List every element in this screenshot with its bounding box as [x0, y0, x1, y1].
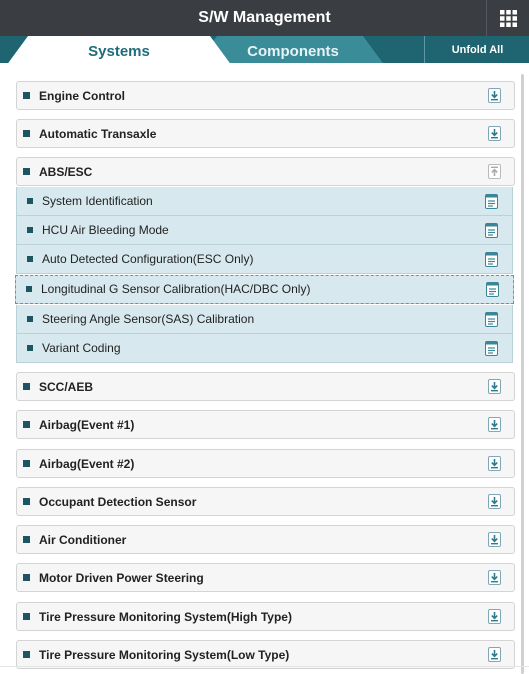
system-row-airbag-event-1[interactable] — [16, 410, 515, 439]
system-row-label: Tire Pressure Monitoring System(High Type) — [39, 609, 292, 624]
sub-item-steering-angle-sensor-calibration[interactable] — [16, 305, 513, 334]
system-row-airbag-event-2[interactable] — [16, 449, 515, 478]
system-row-engine-control[interactable] — [16, 81, 515, 110]
bullet-icon — [26, 286, 32, 292]
bullet-icon — [23, 130, 30, 137]
document-icon[interactable] — [486, 282, 499, 297]
tab-systems[interactable] — [24, 36, 214, 66]
system-row-abs-esc[interactable] — [16, 157, 515, 186]
system-row-label: SCC/AEB — [39, 379, 94, 394]
system-row-motor-driven-power-steering[interactable] — [16, 563, 515, 592]
sub-item-longitudinal-g-sensor-calibration[interactable] — [15, 275, 514, 304]
system-row-tpms-high-type[interactable] — [16, 602, 515, 631]
page-title: S/W Management — [198, 9, 331, 26]
document-icon[interactable] — [485, 341, 498, 356]
bullet-icon — [23, 536, 30, 543]
document-icon[interactable] — [485, 252, 498, 267]
sub-item-label: System Identification — [42, 194, 153, 208]
bullet-icon — [27, 256, 33, 262]
system-row-occupant-detection-sensor[interactable] — [16, 487, 515, 516]
download-icon[interactable] — [488, 456, 501, 471]
system-row-label: Airbag(Event #1) — [39, 417, 135, 432]
title-bar — [0, 0, 529, 36]
system-row-label: Automatic Transaxle — [39, 126, 157, 141]
system-row-label: Occupant Detection Sensor — [39, 494, 197, 509]
download-icon[interactable] — [488, 88, 501, 103]
document-icon[interactable] — [485, 312, 498, 327]
download-icon[interactable] — [488, 532, 501, 547]
system-row-air-conditioner[interactable] — [16, 525, 515, 554]
download-icon[interactable] — [488, 417, 501, 432]
sub-item-label: Longitudinal G Sensor Calibration(HAC/DBC Only) — [41, 282, 311, 296]
grid-menu-button[interactable] — [486, 0, 529, 36]
tab-systems-label: Systems — [88, 42, 150, 60]
grid-menu-icon — [500, 10, 517, 27]
sub-item-variant-coding[interactable] — [16, 334, 513, 363]
download-icon[interactable] — [488, 494, 501, 509]
bullet-icon — [23, 498, 30, 505]
download-icon[interactable] — [488, 379, 501, 394]
bullet-icon — [23, 168, 30, 175]
bullet-icon — [27, 316, 33, 322]
sub-item-system-identification[interactable] — [16, 187, 513, 216]
bottom-divider — [0, 666, 529, 667]
document-icon[interactable] — [485, 194, 498, 209]
unfold-all-label: Unfold All — [451, 43, 504, 56]
bullet-icon — [23, 613, 30, 620]
sub-item-hcu-air-bleeding-mode[interactable] — [16, 216, 513, 245]
system-row-label: Engine Control — [39, 88, 125, 103]
bullet-icon — [27, 198, 33, 204]
scrollbar[interactable] — [521, 74, 524, 674]
document-icon[interactable] — [485, 223, 498, 238]
system-row-scc-aeb[interactable] — [16, 372, 515, 401]
download-icon[interactable] — [488, 126, 501, 141]
system-row-label: Motor Driven Power Steering — [39, 570, 204, 585]
system-row-automatic-transaxle[interactable] — [16, 119, 515, 148]
tab-components[interactable] — [218, 36, 368, 66]
system-row-label: ABS/ESC — [39, 164, 93, 179]
bullet-icon — [23, 651, 30, 658]
bullet-icon — [23, 574, 30, 581]
system-row-tpms-low-type[interactable] — [16, 640, 515, 669]
download-icon[interactable] — [488, 647, 501, 662]
bullet-icon — [27, 227, 33, 233]
download-icon[interactable] — [488, 609, 501, 624]
bullet-icon — [23, 421, 30, 428]
sub-item-label: Variant Coding — [42, 341, 121, 355]
sub-item-label: Steering Angle Sensor(SAS) Calibration — [42, 312, 255, 326]
bullet-icon — [23, 383, 30, 390]
bullet-icon — [23, 92, 30, 99]
unfold-all-button[interactable] — [424, 36, 529, 63]
bullet-icon — [23, 460, 30, 467]
sub-item-label: HCU Air Bleeding Mode — [42, 223, 169, 237]
download-icon[interactable] — [488, 570, 501, 585]
bullet-icon — [27, 345, 33, 351]
sub-item-auto-detected-configuration[interactable] — [16, 245, 513, 274]
tab-components-label: Components — [247, 42, 339, 60]
system-row-label: Air Conditioner — [39, 532, 127, 547]
system-row-label: Airbag(Event #2) — [39, 456, 135, 471]
system-row-label: Tire Pressure Monitoring System(Low Type) — [39, 647, 290, 662]
upload-icon[interactable] — [488, 164, 501, 179]
sub-item-label: Auto Detected Configuration(ESC Only) — [42, 252, 254, 266]
